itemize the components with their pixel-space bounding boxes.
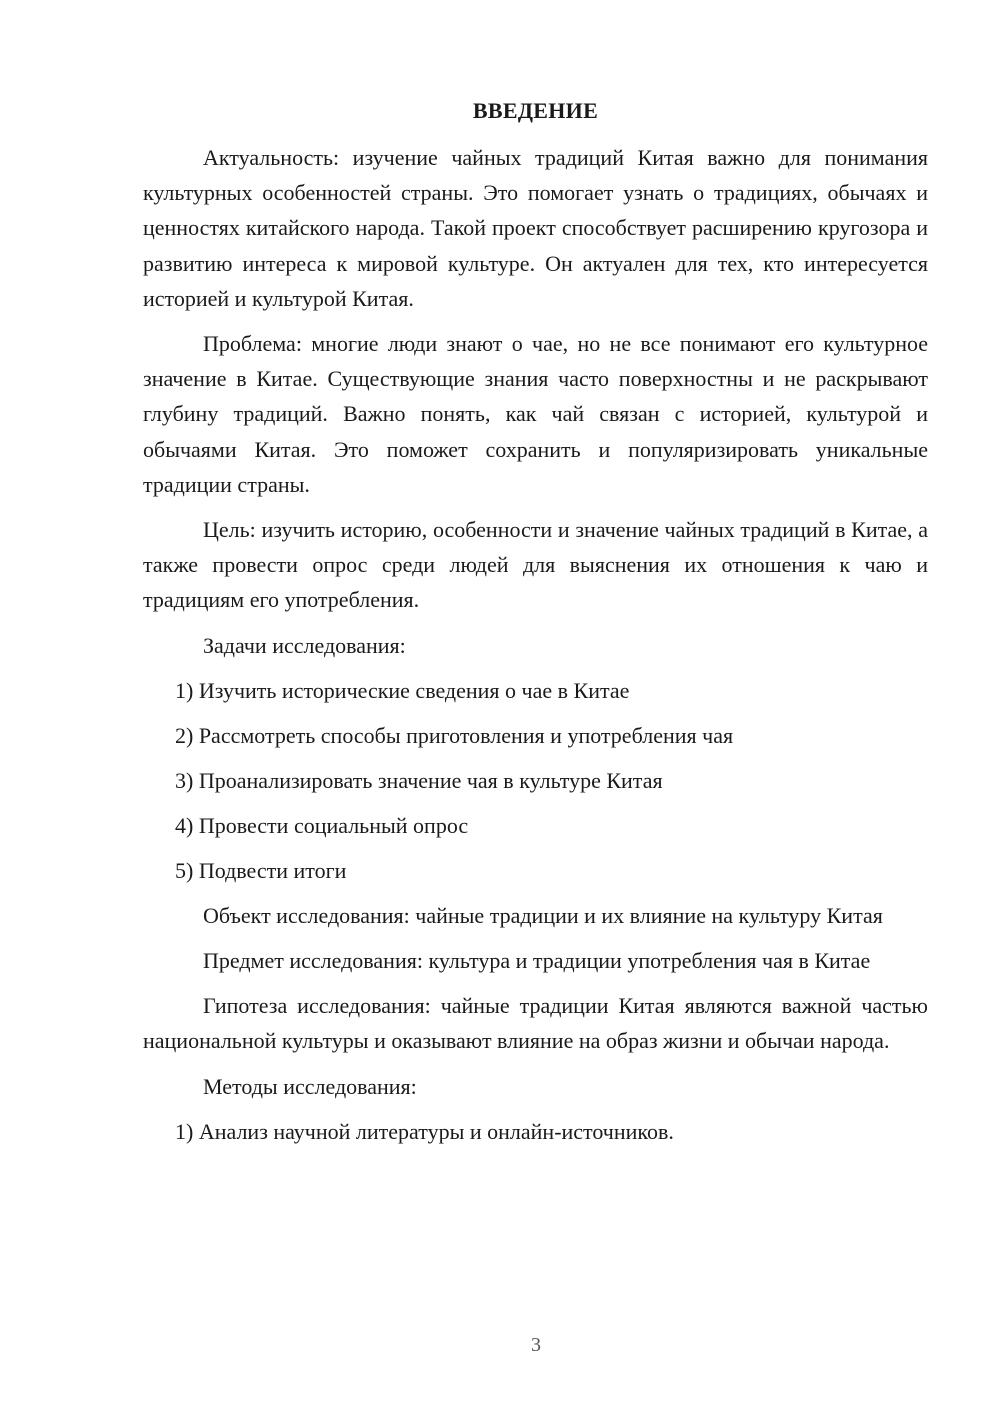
- object-paragraph: Объект исследования: чайные традиции и их влияние на культуру Китая: [203, 902, 883, 928]
- task-item-3: 3) Проанализировать значение чая в культуре Китая: [175, 767, 663, 793]
- task-item-4: 4) Провести социальный опрос: [175, 812, 469, 838]
- section-heading: ВВЕДЕНИЕ: [472, 98, 599, 123]
- problem-paragraph: Проблема: многие люди знают о чае, но не все понимают его культурное значение в Китае. Существующие знания часто поверхностны и не раскрывают глубину традиций. Важно понять, как чай связан с историей, культурой и обычаями Китая. Это поможет сохранить и популяризировать уникальные традиции страны.: [143, 331, 928, 497]
- method-item-1: 1) Анализ научной литературы и онлайн-источников.: [175, 1118, 674, 1144]
- hypothesis-paragraph: Гипотеза исследования: чайные традиции Китая являются важной частью национальной культуры и оказывают влияние на образ жизни и обычаи народа.: [143, 993, 928, 1054]
- subject-paragraph: Предмет исследования: культура и традиции употребления чая в Китае: [203, 948, 871, 974]
- relevance-paragraph: Актуальность: изучение чайных традиций Китая важно для понимания культурных особенностей страны. Это помогает узнать о традициях, обычаях и ценностях китайского народа. Такой проект способствует расширению кругозора и развитию интереса к мировой культуре. Он актуален для тех, кто интересуется историей и культурой Китая.: [143, 145, 928, 311]
- methods-list: [143, 1114, 928, 1149]
- methods-title: Методы исследования:: [203, 1073, 417, 1099]
- task-item-2: 2) Рассмотреть способы приготовления и употребления чая: [175, 722, 734, 748]
- page-number: 3: [531, 1334, 541, 1356]
- tasks-list: [143, 673, 928, 888]
- document-page: [143, 96, 928, 1159]
- task-item-1: 1) Изучить исторические сведения о чае в Китае: [175, 677, 630, 703]
- tasks-title: Задачи исследования:: [203, 632, 406, 658]
- goal-paragraph: Цель: изучить историю, особенности и значение чайных традиций в Китае, а также провести опрос среди людей для выяснения их отношения к чаю и традициям его употребления.: [143, 517, 928, 613]
- task-item-5: 5) Подвести итоги: [175, 857, 347, 883]
